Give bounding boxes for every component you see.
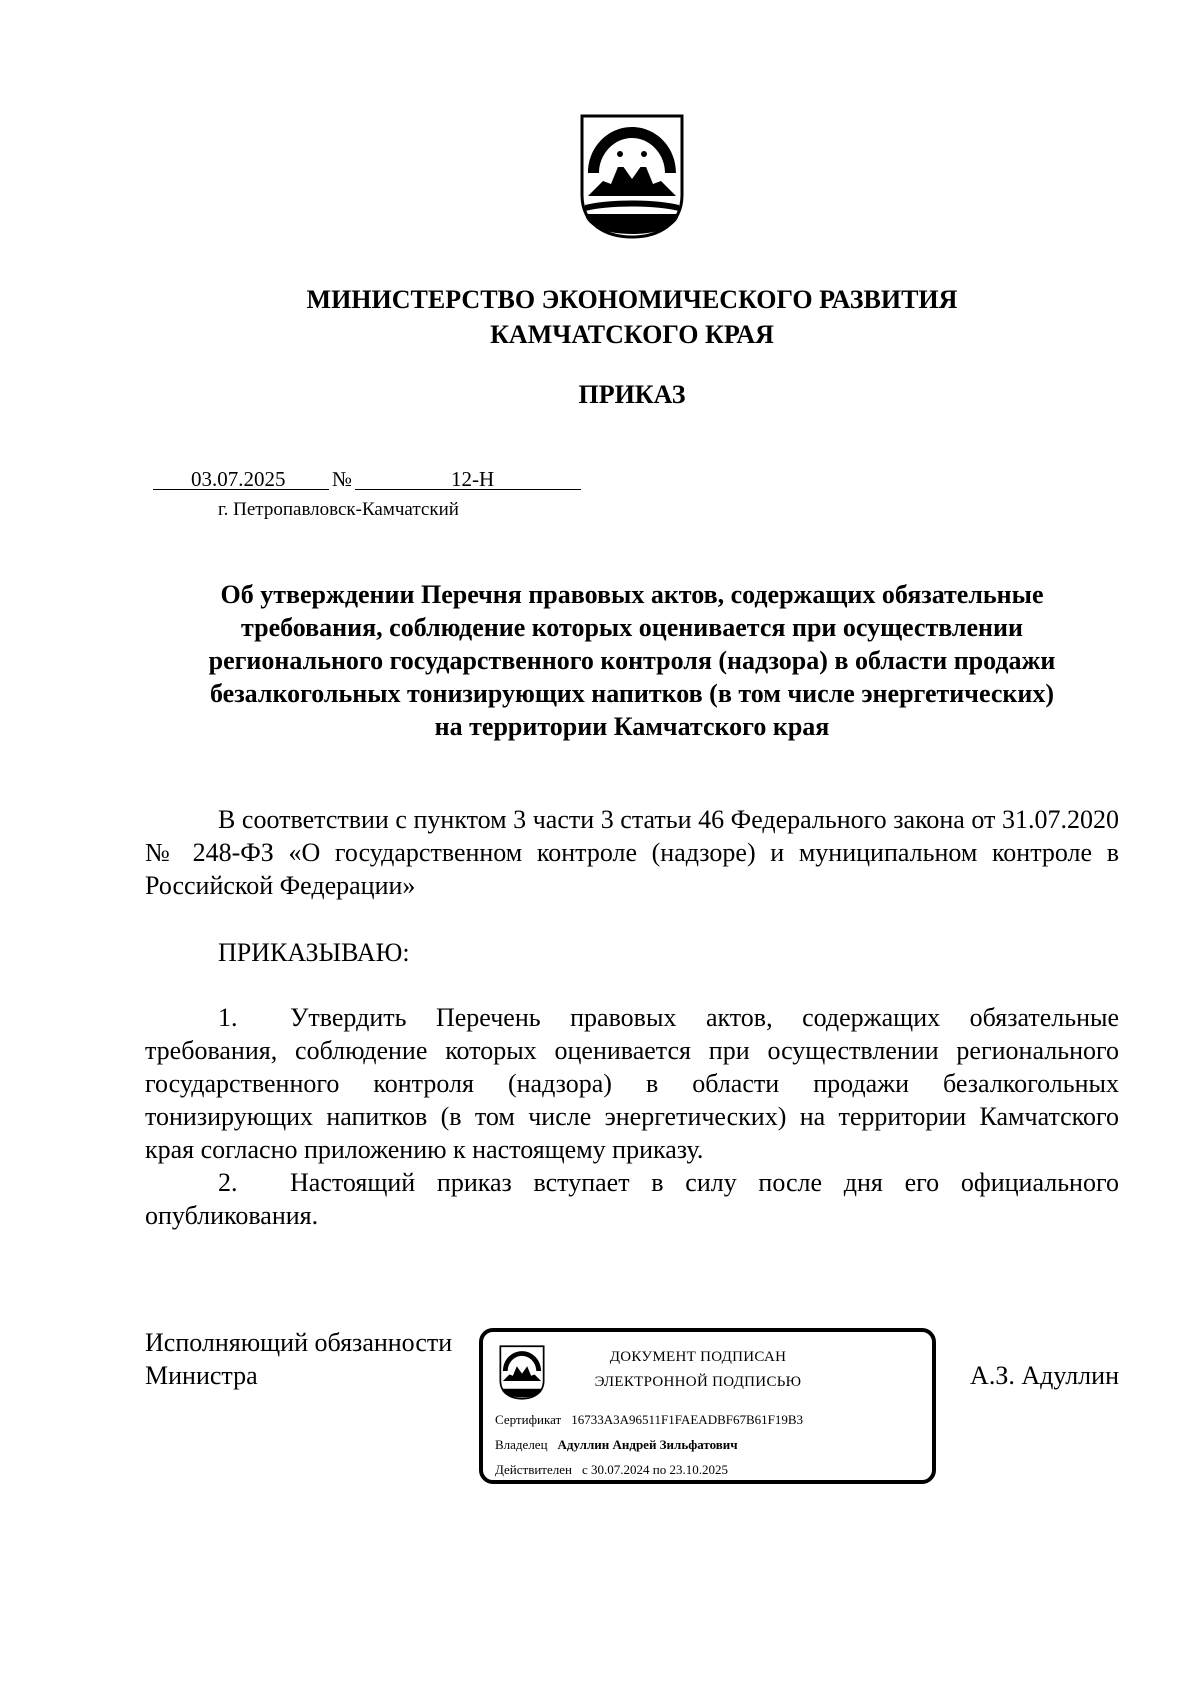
subject-line3: регионального государственного контроля (надзора) в области продажи <box>208 646 1056 675</box>
stamp-owner-row <box>495 1436 738 1454</box>
stamp-valid-from-prefix: с <box>581 1462 588 1477</box>
subject-line5: на территории Камчатского края <box>434 712 830 741</box>
item-text: Настоящий приказ вступает в силу после дня его официального опубликования. <box>145 1168 1119 1230</box>
ministry-name <box>0 282 1200 352</box>
stamp-title-line1: ДОКУМЕНТ ПОДПИСАН <box>609 1349 787 1365</box>
stamp-emblem-icon <box>499 1345 545 1400</box>
preamble-paragraph: В соответствии с пунктом 3 части 3 статьи 46 Федерального закона от 31.07.2020 № 248-ФЗ «О государственном контроле (надзоре) и муниципальном контроле в Российской Федерации» <box>145 805 1119 900</box>
kamchatka-coat-of-arms-icon <box>579 113 685 240</box>
electronic-signature-stamp <box>479 1328 936 1484</box>
stamp-certificate-value: 16733A3A96511F1FAEADBF67B61F19B3 <box>571 1412 804 1427</box>
signer-position-line1: Исполняющий обязанности <box>145 1328 453 1357</box>
stamp-valid-to: 23.10.2025 <box>669 1462 728 1477</box>
item-number: 2. <box>218 1168 238 1197</box>
order-word: ПРИКАЗЫВАЮ: <box>218 938 410 967</box>
stamp-title-line2: ЭЛЕКТРОННОЙ ПОДПИСЬЮ <box>594 1374 802 1390</box>
order-date: 03.07.2025 <box>191 467 286 491</box>
stamp-certificate-label: Сертификат <box>495 1412 562 1427</box>
subject-line4: безалкогольных тонизирующих напитков (в том числе энергетических) <box>210 679 1054 708</box>
ministry-name-line2: КАМЧАТСКОГО КРАЯ <box>490 320 774 349</box>
number-underline <box>355 489 581 490</box>
subject-line1: Об утверждении Перечня правовых актов, содержащих обязательные <box>220 580 1044 609</box>
order-number: 12-Н <box>451 467 495 491</box>
order-subject <box>150 578 1114 743</box>
stamp-owner-label: Владелец <box>495 1437 548 1452</box>
order-city: г. Петропавловск-Камчатский <box>218 499 459 520</box>
stamp-owner-value: Адуллин Андрей Зильфатович <box>557 1437 738 1452</box>
signer-position <box>145 1326 452 1392</box>
signer-name: А.З. Адуллин <box>970 1361 1119 1390</box>
stamp-valid-from: 30.07.2024 <box>591 1462 650 1477</box>
ministry-name-line1: МИНИСТЕРСТВО ЭКОНОМИЧЕСКОГО РАЗВИТИЯ <box>306 285 958 314</box>
signer-position-line2: Министра <box>145 1361 258 1390</box>
stamp-valid-to-prefix: по <box>652 1462 667 1477</box>
order-item <box>145 1001 1119 1166</box>
subject-line2: требования, соблюдение которых оценивается при осуществлении <box>241 613 1023 642</box>
item-text: Утвердить Перечень правовых актов, содержащих обязательные требования, соблюдение которых оценивается при осуществлении регионального государственного контроля (надзора) в области продажи безалкогольных тонизирующих напитков (в том числе энергетических) на территории Камчатского края согласно приложению к настоящему приказу. <box>145 1003 1119 1164</box>
stamp-validity-row <box>495 1461 728 1479</box>
document-type-title: ПРИКАЗ <box>578 380 686 409</box>
stamp-certificate-row <box>495 1411 803 1429</box>
stamp-validity-label: Действителен <box>495 1462 572 1477</box>
item-number: 1. <box>218 1003 238 1032</box>
date-underline <box>153 489 329 490</box>
order-number-sign: № <box>332 467 353 491</box>
stamp-title <box>563 1345 833 1395</box>
order-item <box>145 1166 1119 1232</box>
